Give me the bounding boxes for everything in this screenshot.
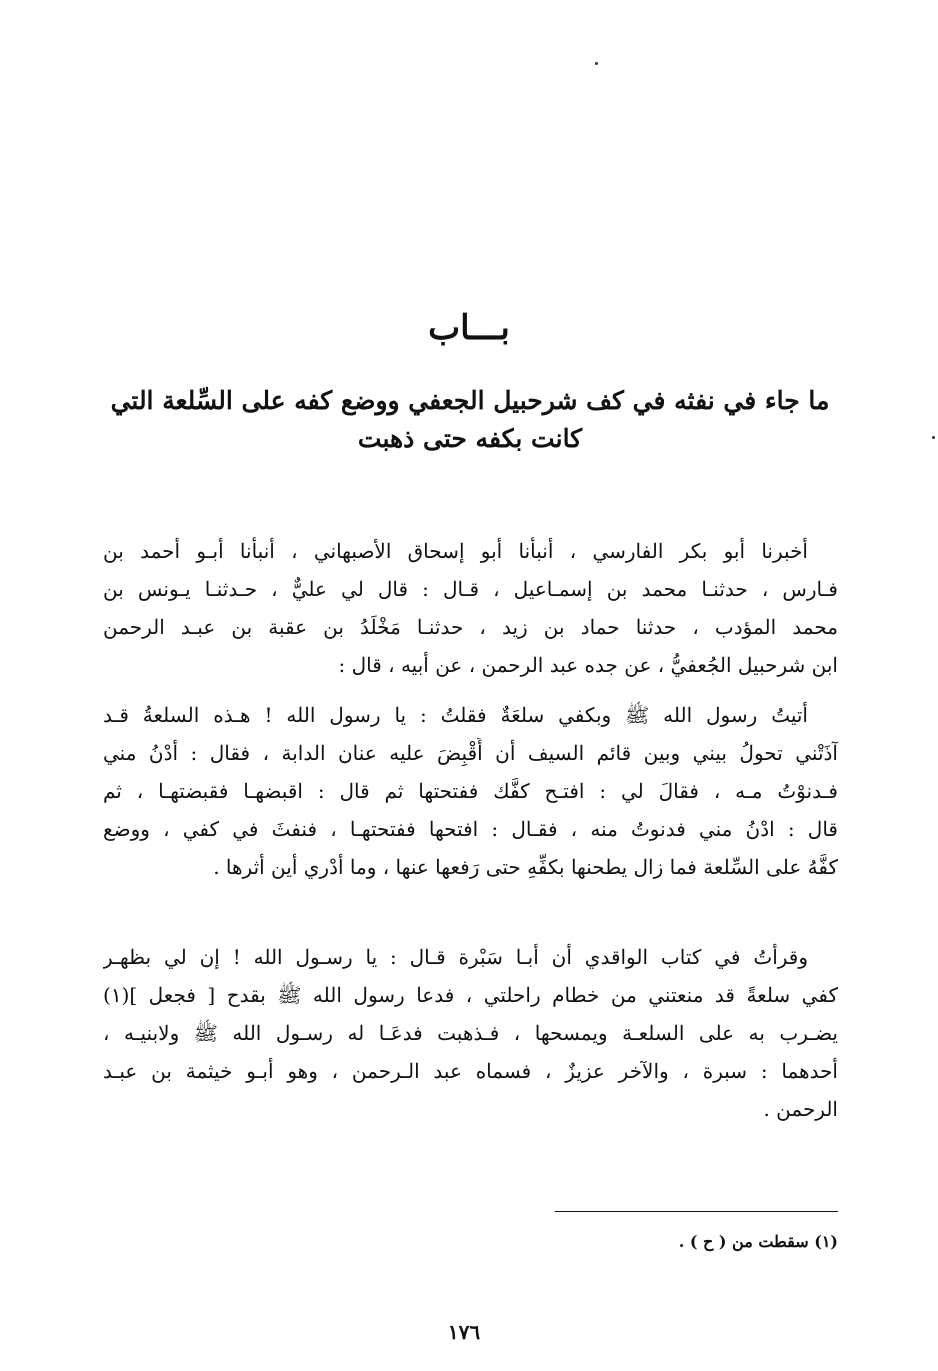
text-line: الرحمن .: [763, 1097, 838, 1121]
footnote: (١) سقطت من ( ح ) .: [678, 1232, 838, 1251]
text-line: آذَتْني تحولُ بيني وبين قائم السيف أن أَقْبِضَ عليه عنان الدابة ، فقال : أدْنُ مني: [103, 741, 838, 765]
text-line: فـارس ، حدثنـا محمد بن إسمـاعيل ، قـال : قال لي عليٌّ ، حـدثنـا يـونس بن: [103, 577, 838, 601]
text-line: كفي سلعةً قد منعتني من خطام راحلتي ، فدعا رسول الله ﷺ بقدح [ فجعل ](١): [103, 983, 838, 1007]
footnote-divider: [555, 1211, 838, 1212]
chapter-title-line: كانت بكفه حتى ذهبت: [357, 424, 583, 453]
scan-speck: [595, 62, 598, 65]
text-line: أتيتُ رسول الله ﷺ وبكفي سلعَةٌ فقلتُ : يا رسول الله ! هـذه السلعةُ قـد: [103, 703, 808, 727]
chapter-title-line: ما جاء في نفثه في كف شرحبيل الجعفي ووضع كفه على السِّلعة التي: [110, 386, 830, 415]
text-line: محمد المؤدب ، حدثنا حماد بن زيد ، حدثنـا مَخْلَدُ بن عقبة بن عبـد الرحمن: [103, 615, 838, 639]
text-line: أخبرنا أبو بكر الفارسي ، أنبأنا أبو إسحاق الأصبهاني ، أنبأنا أبـو أحمد بن: [103, 539, 808, 563]
text-line: وقرأتُ في كتاب الواقدي أن أبـا سَبْرة قـال : يا رسـول الله ! إن لي بظهـر: [103, 945, 808, 969]
text-line: يضـرب به على السلعـة ويمسحها ، فـذهبت فدعَـا له رسـول الله ﷺ ولابنيـه ،: [103, 1021, 838, 1045]
text-line: قال : ادْنُ مني فدنوتُ منه ، فقـال : افتحها ففتحتهـا ، فنفثَ في كفي ، ووضع: [103, 817, 838, 841]
text-line: أحدهما : سبرة ، والآخر عزيزٌ ، فسماه عبد الـرحمن ، وهو أبـو خيثمة بن عبـد: [103, 1059, 838, 1083]
chapter-heading: بـــاب: [428, 308, 510, 348]
text-line: فـدنوْتُ مـه ، فقالَ لي : افتـح كفَّك ففتحتها ثم قال : اقبضهـا فقبضتهـا ، ثم: [103, 779, 838, 803]
scan-speck: [932, 436, 935, 439]
page-number: ١٧٦: [447, 1320, 481, 1344]
text-line: ابن شرحبيل الجُعفيُّ ، عن جده عبد الرحمن ، عن أبيه ، قال :: [338, 653, 838, 677]
text-line: كفَّهُ على السِّلعة فما زال يطحنها بكفِّهِ حتى رَفعها عنها ، وما أدْري أين أثرها .: [213, 855, 838, 879]
